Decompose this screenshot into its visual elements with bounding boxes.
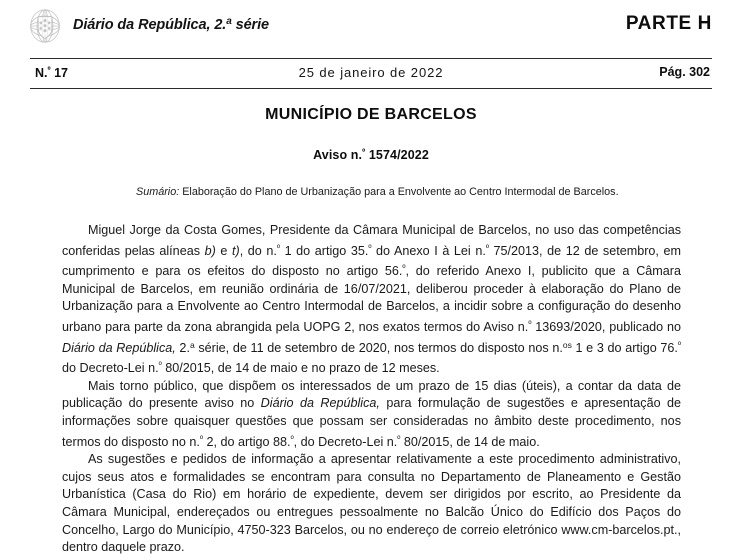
publication-title [73, 16, 269, 33]
p2-o1: º [199, 433, 204, 444]
p1-o6: a [189, 339, 195, 350]
p1-i2: t) [231, 243, 240, 258]
portuguese-coat-of-arms-icon [27, 7, 63, 45]
masthead [0, 0, 742, 50]
p1-s12: do Decreto-Lei n. [62, 361, 159, 376]
summary-text: Elaboração do Plano de Urbanização para a Envolvente ao Centro Intermodal de Barcelos. [179, 186, 619, 198]
p1-o4: º [402, 263, 406, 274]
notice-title [0, 147, 742, 162]
body-text [62, 222, 681, 557]
p1-s5: do Anexo I à Lei n. [371, 243, 486, 258]
p2-s2: para formulação de sugestões e apresentação de informações sobre quaisquer questões que possam ser consideradas no âmbito deste procedimento, nos termos do disposto no n. [62, 396, 682, 449]
p1-i3: Diário da República, [62, 340, 176, 355]
p1-s13: 80/2015, de 14 de maio e no prazo de 12 meses. [161, 361, 440, 376]
p2-s3: 2, do artigo 88. [203, 434, 291, 449]
p1-s9: 2. [175, 340, 190, 355]
p1-o2: º [368, 242, 372, 253]
p2-i1: Diário da República, [260, 396, 380, 411]
issue-number-value: 17 [50, 66, 68, 80]
notice-title-prefix: Aviso n. [313, 148, 363, 162]
p1-o5: º [528, 318, 532, 329]
issue-info-bar [30, 62, 712, 86]
p1-i1: b) [204, 243, 216, 258]
publication-title-suffix: série [231, 17, 269, 33]
paragraph-1 [62, 222, 681, 378]
publication-title-text: Diário da República, 2. [73, 17, 227, 33]
p1-s1: Miguel Jorge da Costa Gomes, Presidente da Câmara Municipal de Barcelos, no uso das competências conferidas pelas alíneas [62, 223, 681, 258]
p2-o3: º [397, 433, 401, 444]
issue-date: 25 de janeiro de 2022 [298, 65, 444, 80]
p1-s8: 13693/2020, publicado no [531, 319, 681, 334]
p1-o9: º [158, 360, 162, 371]
header-rule-bottom [30, 88, 712, 89]
p1-s11: 1 e 3 do artigo 76. [571, 340, 678, 355]
p1-s3: , do n. [239, 243, 277, 258]
p1-o8: º [677, 339, 681, 350]
p1-o1: º [276, 242, 280, 253]
p1-s7: , do referido Anexo I, publicito que a Câmara Municipal de Barcelos, em reunião ordinária de 16/07/2021, deliberou proceder à elaboração do Plano de Urbanização para a Envolvente ao Centro Intermodal de Barcelos, a incidir sobre a configuração do desenho urbano para parte da zona abrangida pela UOPG 2, nos exatos termos do Aviso n. [62, 264, 681, 334]
p1-s2: e [215, 243, 232, 258]
p1-o7: os [562, 339, 572, 350]
p2-s5: 80/2015, de 14 de maio. [400, 434, 540, 449]
part-label: PARTE H [625, 13, 712, 34]
p1-s4: 1 do artigo 35. [279, 243, 369, 258]
p1-o3: º [485, 242, 489, 253]
p1-s10: série, de 11 de setembro de 2020, nos termos do disposto nos n. [194, 340, 563, 355]
issue-number-prefix: N. [35, 66, 48, 80]
notice-title-value: 1574/2022 [365, 148, 429, 162]
summary-block [138, 184, 632, 200]
paragraph-2 [62, 378, 681, 451]
p1-s6: 75/2013, de 12 de setembro, em cumprimento e para os efeitos do disposto no artigo 56. [62, 243, 681, 279]
p2-s1: Mais torno público, que dispõem os interessados de um prazo de 15 dias (úteis), a contar da data de publicação do presente aviso no [62, 378, 681, 411]
entity-title: MUNICÍPIO DE BARCELOS [265, 106, 477, 123]
p2-o2: º [290, 433, 294, 444]
page-number: Pág. 302 [659, 65, 710, 79]
summary-label: Sumário: [136, 186, 180, 198]
issue-number-ordinal: º [47, 65, 51, 75]
paragraph-3 [62, 451, 681, 557]
header-rule-top [30, 58, 712, 59]
p3-s1: As sugestões e pedidos de informação a apresentar relativamente a este procedimento administrativo, cujos seus atos e formalidades se encontram para consulta no Departamento de Planeamento e Gestão Urbanística (Casa do Rio) em horário de expediente, devem ser dirigidos por escrito, ao Presidente da Câmara Municipal, endereçados ou entregues pessoalmente no Balcão Único do Edifício dos Paços do Concelho, Largo do Município, 4750-323 Barcelos, ou no endereço de correio eletrónico www.cm-barcelos.pt., dentro daquele prazo. [62, 452, 681, 555]
notice-title-ordinal: º [362, 147, 366, 157]
publication-title-ordinal: a [226, 16, 232, 27]
p2-s4: , do Decreto-Lei n. [293, 434, 398, 449]
